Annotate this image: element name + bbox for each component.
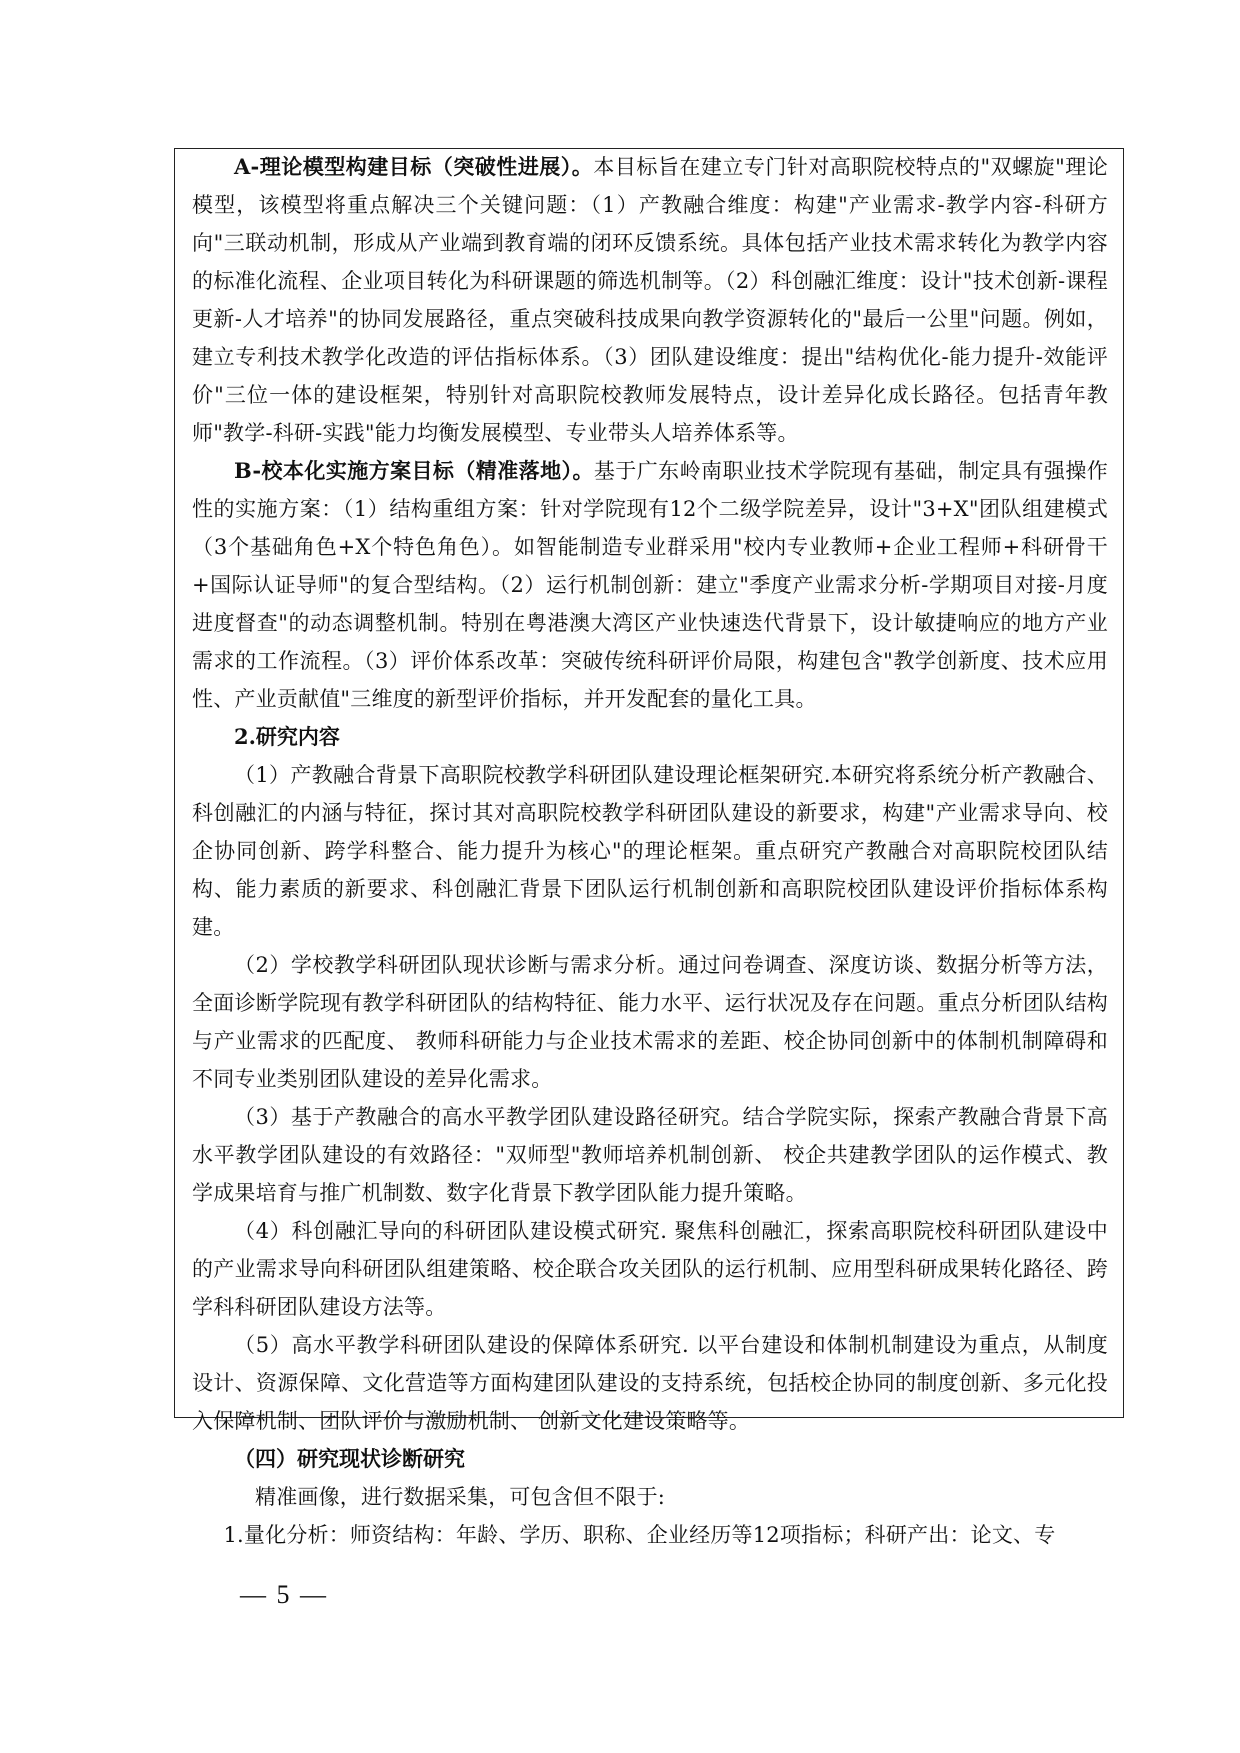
page-number: — 5 —: [240, 1580, 328, 1609]
section-b-body: 基于广东岭南职业技术学院现有基础，制定具有强操作性的实施方案：（1）结构重组方案：针对学院现有12个二级学院差异，设计"3+X"团队组建模式（3个基础角色+X个特色角色）。如智能制造专业群采用"校内专业教师+企业工程师+科研骨干+国际认证导师"的复合型结构。（2）运行机制创新：建立"季度产业需求分析-学期项目对接-月度进度督查"的动态调整机制。特别在粤港澳大湾区产业快速迭代背景下，设计敏捷响应的地方产业需求的工作流程。（3）评价体系改革：突破传统科研评价局限，构建包含"教学创新度、技术应用性、产业贡献值"三维度的新型评价指标，并开发配套的量化工具。: [192, 459, 1108, 711]
section-b-title: B-校本化实施方案目标（精准落地）。: [234, 458, 594, 483]
section-4-heading: （四）研究现状诊断研究: [234, 1446, 465, 1471]
research-item-1: （1）产教融合背景下高职院校教学科研团队建设理论框架研究.本研究将系统分析产教融合、科创融汇的内涵与特征，探讨其对高职院校教学科研团队建设的新要求，构建"产业需求导向、校企协同创新、跨学科整合、能力提升为核心"的理论框架。重点研究产教融合对高职院校团队结构、能力素质的新要求、科创融汇背景下团队运行机制创新和高职院校团队建设评价指标体系构建。: [192, 763, 1108, 939]
section-b-paragraph: [192, 452, 1108, 718]
research-item-5: （5）高水平教学科研团队建设的保障体系研究. 以平台建设和体制机制建设为重点，从制度设计、资源保障、文化营造等方面构建团队建设的支持系统，包括校企协同的制度创新、多元化投入保障机制、团队评价与激励机制、 创新文化建设策略等。: [192, 1333, 1108, 1433]
research-content-heading: 2.研究内容: [234, 724, 340, 749]
section-a-paragraph: [192, 148, 1108, 452]
section-4-item-1: 1.量化分析：师资结构：年龄、学历、职称、企业经历等12项指标；科研产出：论文、专: [223, 1523, 1056, 1547]
research-item-3: （3）基于产教融合的高水平教学团队建设路径研究。结合学院实际，探索产教融合背景下高水平教学团队建设的有效路径："双师型"教师培养机制创新、 校企共建教学团队的运作模式、教学成果培育与推广机制数、数字化背景下教学团队能力提升策略。: [192, 1105, 1108, 1205]
section-a-title: A-理论模型构建目标（突破性进展）。: [234, 154, 594, 179]
section-4-intro: 精准画像，进行数据采集，可包含但不限于:: [255, 1485, 666, 1509]
research-item-4: （4）科创融汇导向的科研团队建设模式研究. 聚焦科创融汇，探索高职院校科研团队建设中的产业需求导向科研团队组建策略、校企联合攻关团队的运行机制、应用型科研成果转化路径、跨学科科研团队建设方法等。: [192, 1219, 1108, 1319]
section-a-body: 本目标旨在建立专门针对高职院校特点的"双螺旋"理论模型，该模型将重点解决三个关键问题：（1）产教融合维度：构建"产业需求-教学内容-科研方向"三联动机制，形成从产业端到教育端的闭环反馈系统。具体包括产业技术需求转化为教学内容的标准化流程、企业项目转化为科研课题的筛选机制等。（2）科创融汇维度：设计"技术创新-课程更新-人才培养"的协同发展路径，重点突破科技成果向教学资源转化的"最后一公里"问题。例如，建立专利技术教学化改造的评估指标体系。（3）团队建设维度：提出"结构优化-能力提升-效能评价"三位一体的建设框架，特别针对高职院校教师发展特点，设计差异化成长路径。包括青年教师"教学-科研-实践"能力均衡发展模型、专业带头人培养体系等。: [192, 155, 1108, 445]
document-body: [192, 148, 1108, 1554]
research-item-2: （2）学校教学科研团队现状诊断与需求分析。通过问卷调查、深度访谈、数据分析等方法，全面诊断学院现有教学科研团队的结构特征、能力水平、运行状况及存在问题。重点分析团队结构与产业需求的匹配度、 教师科研能力与企业技术需求的差距、校企协同创新中的体制机制障碍和不同专业类别团队建设的差异化需求。: [192, 953, 1108, 1091]
